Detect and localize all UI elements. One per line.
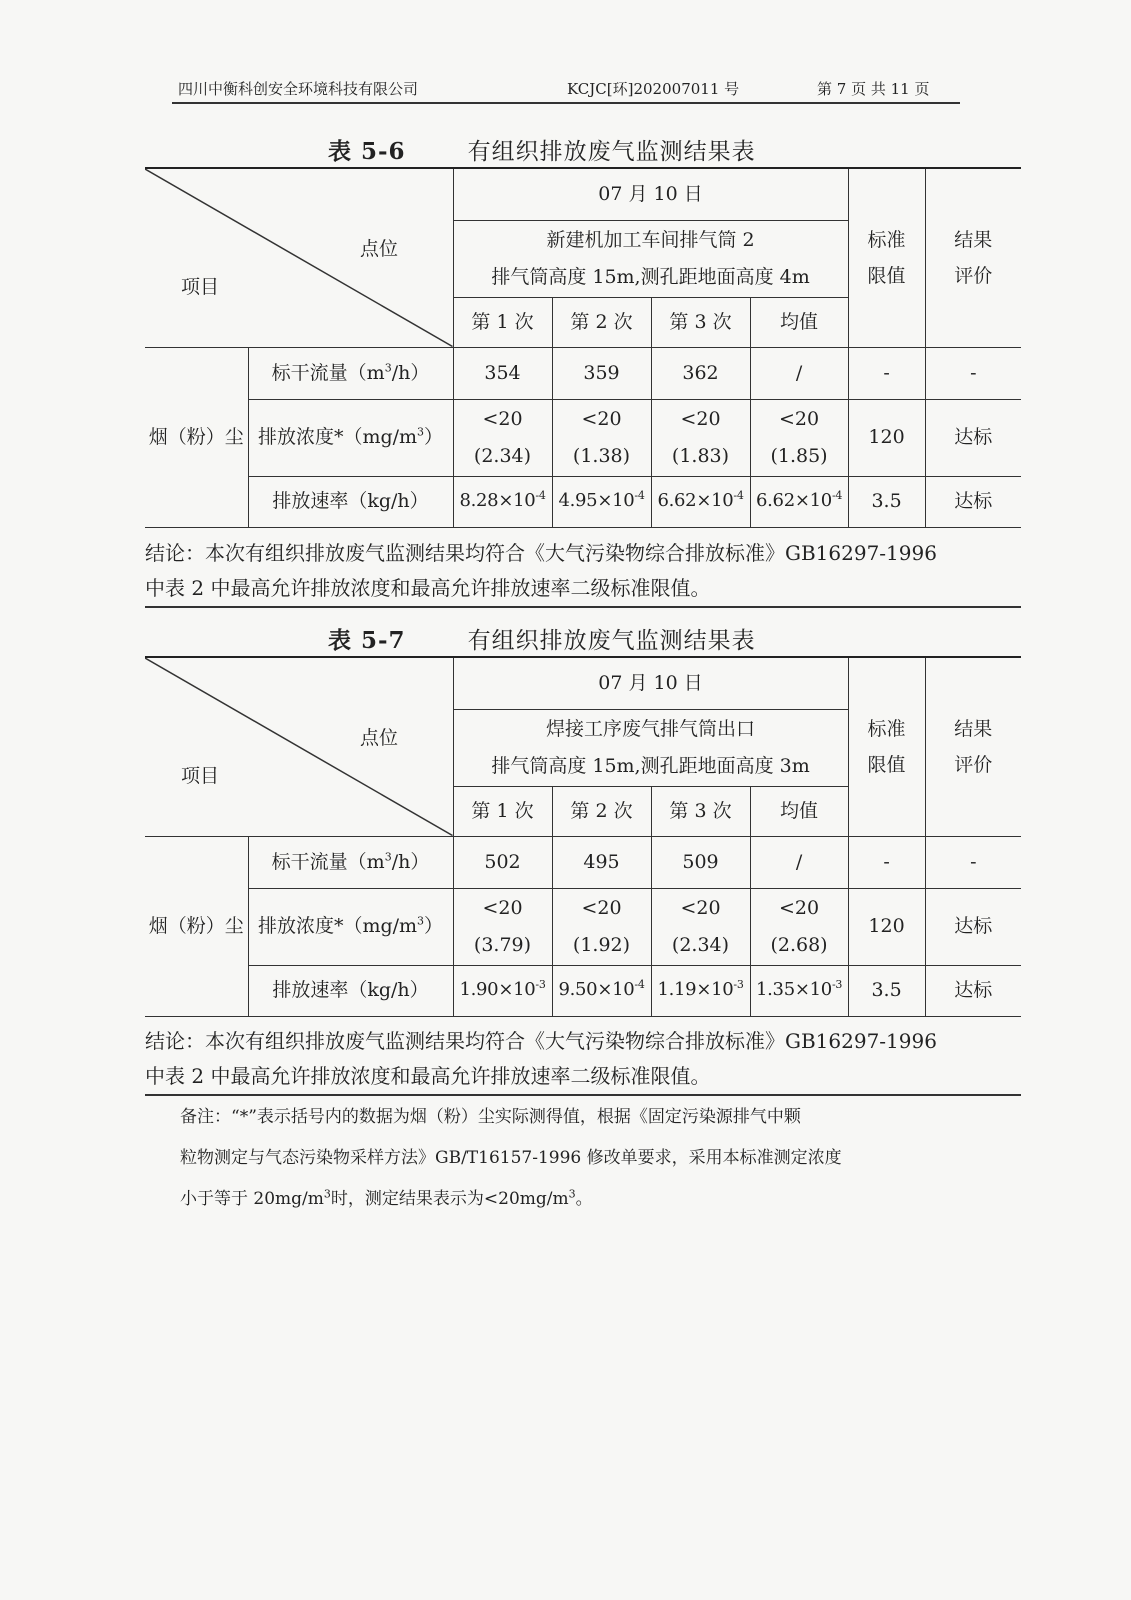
- table-number: 表 5-7: [328, 627, 406, 654]
- result-cell: -: [925, 347, 1021, 399]
- point-label: 点位: [360, 238, 399, 260]
- conclusion: [145, 1024, 1021, 1096]
- result-cell: 达标: [925, 888, 1021, 965]
- result-header: 结果 评价: [925, 657, 1021, 836]
- result-cell: 达标: [925, 476, 1021, 527]
- conclusion: [145, 536, 1021, 608]
- value-cell: 362: [651, 347, 750, 399]
- value-cell: <20 (1.83): [651, 399, 750, 476]
- run-header: 第 1 次: [453, 297, 552, 347]
- conclusion-line: 结论：本次有组织排放废气监测结果均符合《大气污染物综合排放标准》GB16297-1996: [145, 541, 937, 565]
- row-label: 标干流量$(m^3/h)$: [248, 347, 453, 399]
- row-label: 排放速率（kg/h）: [248, 476, 453, 527]
- footnote: [180, 1097, 960, 1220]
- value-cell: $9.50\times 10^{-4}$: [552, 965, 651, 1016]
- header-diagonal-cell: [145, 168, 453, 347]
- page-header: [172, 74, 960, 104]
- value-cell: 359: [552, 347, 651, 399]
- pollutant-cell: 烟（粉）尘: [145, 836, 248, 1016]
- value-cell: 354: [453, 347, 552, 399]
- conclusion-line: 中表 2 中最高允许排放浓度和最高允许排放速率二级标准限值。: [145, 1064, 711, 1088]
- standard-cell: -: [848, 347, 925, 399]
- header-diagonal-cell: [145, 657, 453, 836]
- item-label: 项目: [181, 765, 220, 787]
- run-header: 第 3 次: [651, 297, 750, 347]
- date-cell: 07 月 10 日: [453, 657, 848, 709]
- standard-header: 标准 限值: [848, 657, 925, 836]
- standard-header: 标准 限值: [848, 168, 925, 347]
- result-cell: 达标: [925, 965, 1021, 1016]
- run-header: 第 2 次: [552, 786, 651, 836]
- row-label: 排放浓度$*(mg/m^3)$: [248, 399, 453, 476]
- footnote-line: 小于等于 $20mg/m^3$时，测定结果表示为$<20mg/m^3$。: [180, 1187, 593, 1209]
- row-label: 排放速率（kg/h）: [248, 965, 453, 1016]
- conclusion-line: 结论：本次有组织排放废气监测结果均符合《大气污染物综合排放标准》GB16297-1996: [145, 1029, 937, 1053]
- location-cell: 新建机加工车间排气筒 2 排气筒高度 15m,测孔距地面高度 4m: [453, 220, 848, 297]
- value-cell: $1.35\times 10^{-3}$: [750, 965, 848, 1016]
- page-number: 第 7 页 共 11 页: [817, 80, 930, 98]
- results-table: [145, 656, 1021, 1017]
- value-cell: 502: [453, 836, 552, 888]
- date-cell: 07 月 10 日: [453, 168, 848, 220]
- standard-cell: 3.5: [848, 965, 925, 1016]
- table-title: [328, 622, 756, 655]
- value-cell: <20 (2.68): [750, 888, 848, 965]
- run-header: 第 3 次: [651, 786, 750, 836]
- standard-cell: -: [848, 836, 925, 888]
- standard-cell: 120: [848, 888, 925, 965]
- run-header: 第 1 次: [453, 786, 552, 836]
- table-caption: 有组织排放废气监测结果表: [467, 628, 756, 654]
- result-cell: -: [925, 836, 1021, 888]
- company-name: 四川中衡科创安全环境科技有限公司: [178, 80, 419, 98]
- table-title: [328, 133, 756, 166]
- value-cell: $6.62\times 10^{-4}$: [750, 476, 848, 527]
- value-cell: 495: [552, 836, 651, 888]
- location-cell: 焊接工序废气排气筒出口 排气筒高度 15m,测孔距地面高度 3m: [453, 709, 848, 786]
- value-cell: <20 (1.85): [750, 399, 848, 476]
- report-code: KCJC[环]202007011 号: [567, 80, 740, 98]
- standard-cell: 120: [848, 399, 925, 476]
- conclusion-line: 中表 2 中最高允许排放浓度和最高允许排放速率二级标准限值。: [145, 576, 711, 600]
- value-cell: /: [750, 836, 848, 888]
- point-label: 点位: [360, 727, 399, 749]
- value-cell: $4.95\times 10^{-4}$: [552, 476, 651, 527]
- results-table: [145, 167, 1021, 528]
- value-cell: <20 (2.34): [453, 399, 552, 476]
- table-number: 表 5-6: [328, 138, 406, 165]
- run-header: 第 2 次: [552, 297, 651, 347]
- pollutant-cell: 烟（粉）尘: [145, 347, 248, 527]
- row-label: 排放浓度$*(mg/m^3)$: [248, 888, 453, 965]
- value-cell: <20 (1.38): [552, 399, 651, 476]
- value-cell: <20 (1.92): [552, 888, 651, 965]
- footnote-line: 粒物测定与气态污染物采样方法》GB/T16157-1996 修改单要求，采用本标准测定浓度: [180, 1148, 842, 1168]
- result-header: 结果 评价: [925, 168, 1021, 347]
- value-cell: $8.28\times 10^{-4}$: [453, 476, 552, 527]
- value-cell: /: [750, 347, 848, 399]
- value-cell: <20 (2.34): [651, 888, 750, 965]
- value-cell: $6.62\times 10^{-4}$: [651, 476, 750, 527]
- value-cell: 509: [651, 836, 750, 888]
- standard-cell: 3.5: [848, 476, 925, 527]
- row-label: 标干流量$(m^3/h)$: [248, 836, 453, 888]
- value-cell: <20 (3.79): [453, 888, 552, 965]
- result-cell: 达标: [925, 399, 1021, 476]
- value-cell: $1.19\times 10^{-3}$: [651, 965, 750, 1016]
- item-label: 项目: [181, 276, 220, 298]
- footnote-line: 备注：“*”表示括号内的数据为烟（粉）尘实际测得值，根据《固定污染源排气中颗: [180, 1107, 801, 1127]
- value-cell: $1.90\times 10^{-3}$: [453, 965, 552, 1016]
- table-caption: 有组织排放废气监测结果表: [467, 139, 756, 165]
- run-header: 均值: [750, 786, 848, 836]
- run-header: 均值: [750, 297, 848, 347]
